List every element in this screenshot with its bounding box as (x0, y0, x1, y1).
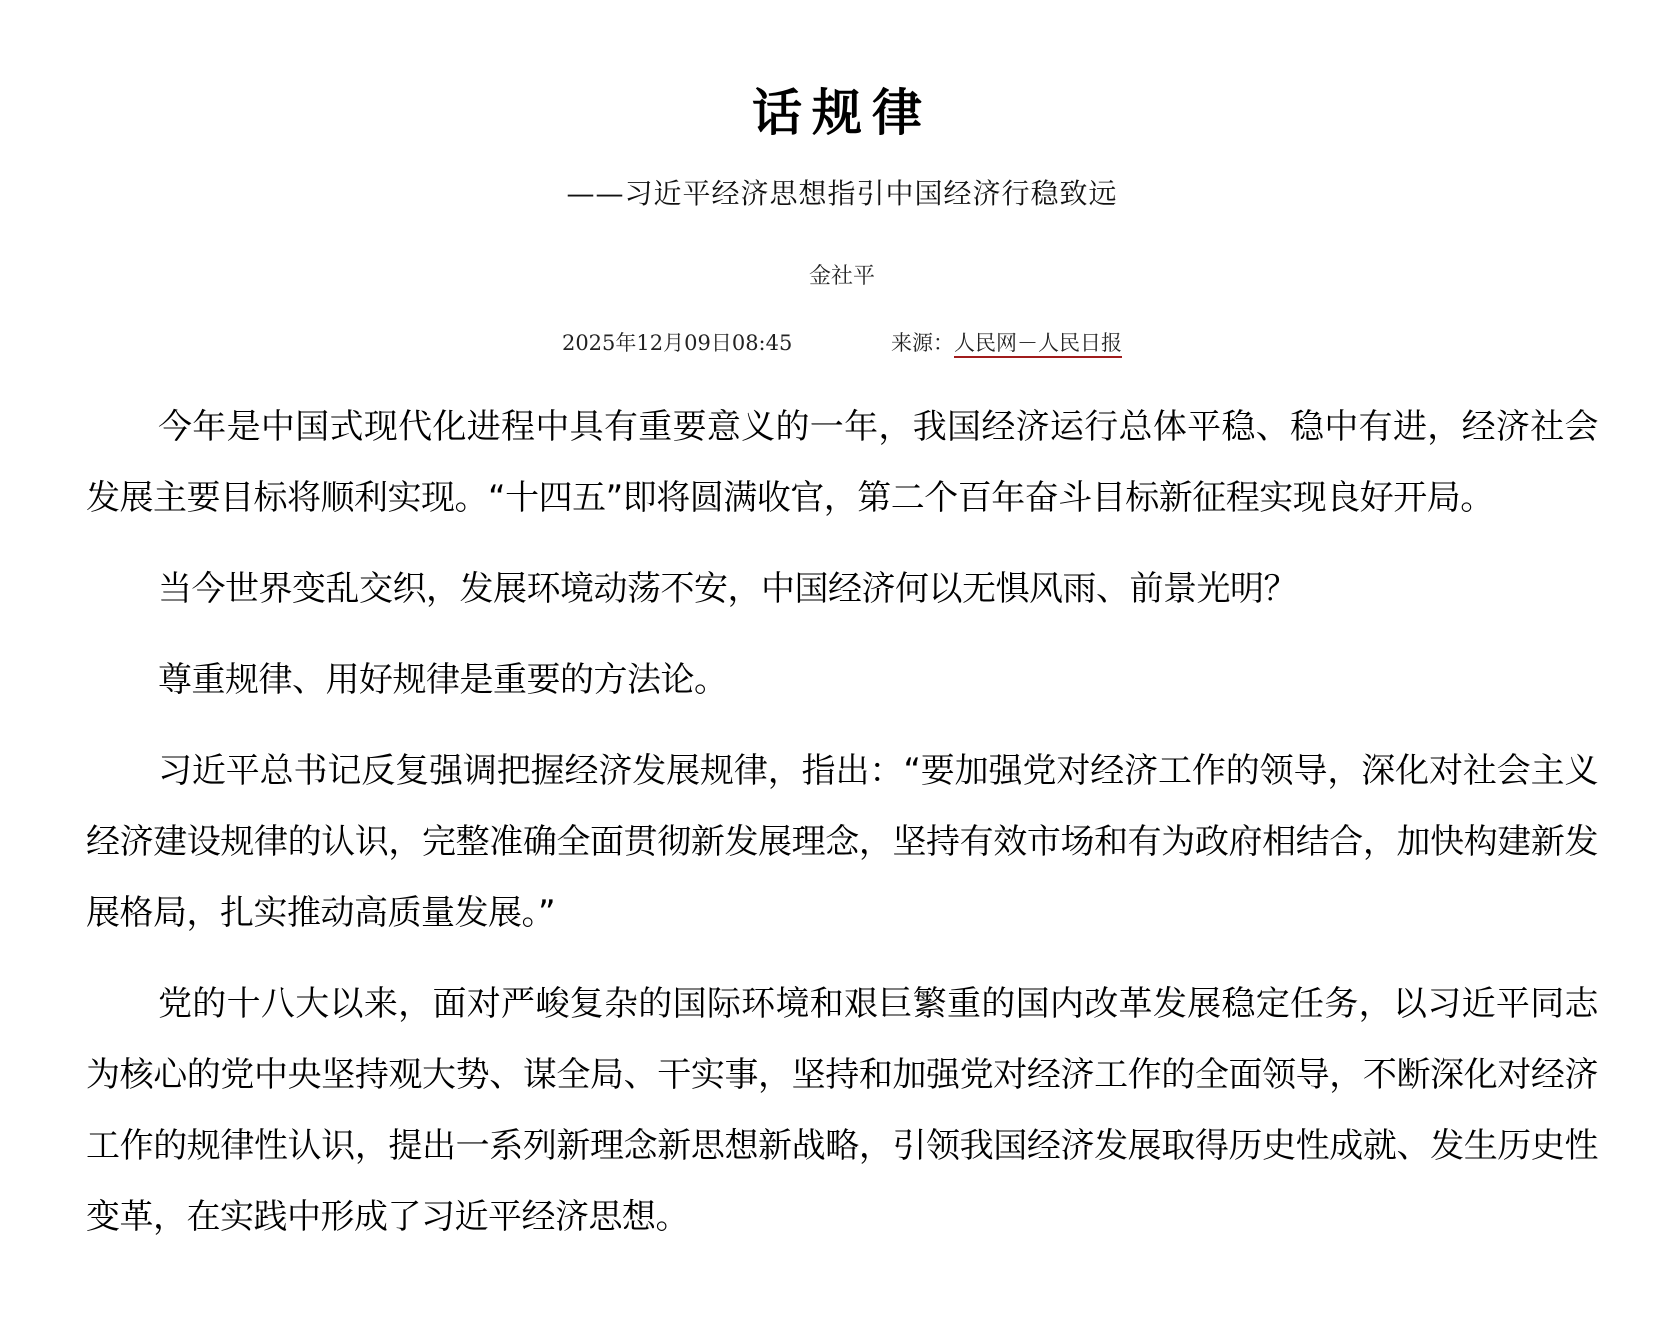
paragraph: 习近平总书记反复强调把握经济发展规律，指出：“要加强党对经济工作的领导，深化对社会主义经济建设规律的认识，完整准确全面贯彻新发展理念，坚持有效市场和有为政府相结合，加快构建新发展格局，扎实推动高质量发展。” (86, 751, 1598, 933)
article-meta (86, 328, 1598, 358)
article-body (86, 392, 1598, 1273)
article-title: 话规律 (752, 84, 932, 142)
paragraph: 当今世界变乱交织，发展环境动荡不安，中国经济何以无惧风雨、前景光明？ (158, 569, 1297, 609)
source-label: 来源： (891, 331, 955, 355)
publish-date: 2025年12月09日08:45 (561, 331, 793, 355)
paragraph: 尊重规律、用好规律是重要的方法论。 (158, 660, 728, 700)
source-link[interactable]: 人民网－人民日报 (954, 331, 1122, 358)
paragraph: 党的十八大以来，面对严峻复杂的国际环境和艰巨繁重的国内改革发展稳定任务，以习近平同志为核心的党中央坚持观大势、谋全局、干实事，坚持和加强党对经济工作的全面领导，不断深化对经济工作的规律性认识，提出一系列新理念新思想新战略，引领我国经济发展取得历史性成就、发生历史性变革，在实践中形成了习近平经济思想。 (86, 984, 1598, 1237)
article-author: 金社平 (808, 264, 875, 289)
article-subtitle: ——习近平经济思想指引中国经济行稳致远 (566, 177, 1118, 210)
paragraph: 今年是中国式现代化进程中具有重要意义的一年，我国经济运行总体平稳、稳中有进，经济社会发展主要目标将顺利实现。“十四五”即将圆满收官，第二个百年奋斗目标新征程实现良好开局。 (86, 407, 1598, 518)
